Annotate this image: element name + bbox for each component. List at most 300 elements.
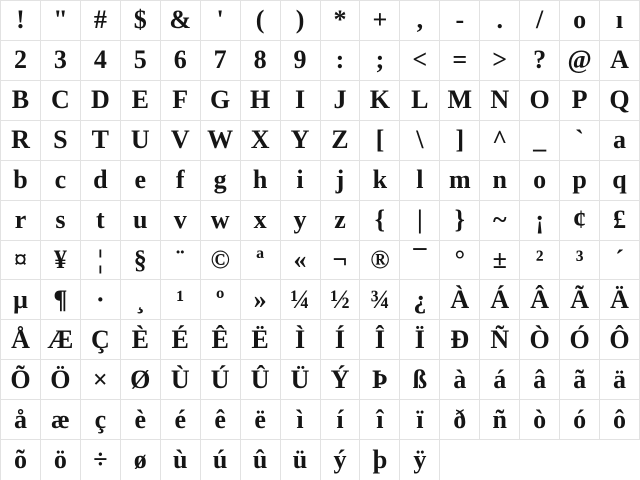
glyph: À — [450, 284, 470, 314]
glyph-cell[interactable] — [121, 360, 161, 400]
glyph: T — [91, 125, 110, 155]
glyph-cell[interactable] — [360, 161, 400, 201]
glyph-cell[interactable] — [201, 280, 241, 320]
glyph: . — [496, 5, 503, 35]
glyph-cell[interactable] — [121, 201, 161, 241]
glyph-cell[interactable] — [1, 440, 41, 480]
glyph: ´ — [615, 244, 624, 274]
glyph-cell[interactable] — [281, 161, 321, 201]
glyph-cell[interactable] — [81, 201, 121, 241]
glyph-cell[interactable] — [81, 121, 121, 161]
glyph-cell[interactable] — [41, 280, 81, 320]
glyph: h — [252, 165, 268, 195]
glyph: Û — [250, 364, 270, 394]
glyph-cell[interactable] — [321, 41, 361, 81]
glyph-cell[interactable] — [560, 41, 600, 81]
glyph-cell[interactable] — [560, 1, 600, 41]
glyph-cell[interactable] — [440, 280, 480, 320]
glyph-cell[interactable] — [440, 241, 480, 281]
glyph-cell[interactable] — [1, 81, 41, 121]
glyph-cell[interactable] — [400, 280, 440, 320]
glyph-cell[interactable] — [560, 201, 600, 241]
glyph-cell[interactable] — [281, 241, 321, 281]
glyph-cell[interactable] — [121, 400, 161, 440]
glyph-cell[interactable] — [161, 201, 201, 241]
glyph: ù — [172, 445, 188, 475]
glyph-cell[interactable] — [480, 201, 520, 241]
glyph-cell[interactable] — [241, 201, 281, 241]
glyph-cell[interactable] — [400, 201, 440, 241]
glyph-cell[interactable] — [600, 360, 640, 400]
glyph-cell[interactable] — [400, 241, 440, 281]
glyph-cell[interactable] — [241, 440, 281, 480]
glyph-cell[interactable] — [121, 241, 161, 281]
glyph: ß — [412, 364, 428, 394]
glyph-cell[interactable] — [400, 121, 440, 161]
glyph-cell[interactable] — [1, 280, 41, 320]
glyph-cell[interactable] — [520, 241, 560, 281]
glyph-cell[interactable] — [281, 360, 321, 400]
glyph-cell[interactable] — [480, 161, 520, 201]
glyph: Q — [609, 85, 630, 115]
glyph-cell[interactable] — [480, 360, 520, 400]
glyph: á — [493, 364, 507, 394]
glyph: z — [334, 205, 346, 235]
glyph-cell[interactable] — [520, 161, 560, 201]
glyph-cell[interactable] — [440, 1, 480, 41]
glyph-cell[interactable] — [41, 41, 81, 81]
glyph-cell[interactable] — [600, 280, 640, 320]
glyph-cell[interactable] — [520, 400, 560, 440]
glyph: @ — [567, 45, 592, 75]
glyph-cell[interactable] — [560, 121, 600, 161]
glyph-cell[interactable] — [161, 41, 201, 81]
glyph-cell[interactable] — [1, 201, 41, 241]
glyph: Ä — [610, 284, 629, 314]
glyph: © — [210, 244, 230, 274]
glyph-cell[interactable] — [201, 201, 241, 241]
glyph: ` — [575, 125, 584, 155]
glyph-cell[interactable] — [440, 320, 480, 360]
glyph-cell[interactable] — [560, 320, 600, 360]
glyph: > — [492, 45, 508, 75]
glyph-cell[interactable] — [360, 1, 400, 41]
glyph: ! — [16, 5, 25, 35]
glyph: R — [11, 125, 30, 155]
glyph-cell[interactable] — [400, 1, 440, 41]
glyph: m — [448, 165, 471, 195]
glyph-cell[interactable] — [520, 360, 560, 400]
glyph-cell[interactable] — [400, 320, 440, 360]
glyph: 7 — [213, 45, 227, 75]
glyph: F — [172, 85, 189, 115]
glyph-cell[interactable] — [600, 320, 640, 360]
glyph-cell[interactable] — [600, 201, 640, 241]
glyph-cell[interactable] — [201, 360, 241, 400]
glyph-cell[interactable] — [41, 440, 81, 480]
glyph-cell[interactable] — [1, 161, 41, 201]
glyph-cell[interactable] — [520, 81, 560, 121]
glyph-cell[interactable] — [41, 241, 81, 281]
glyph: W — [207, 125, 234, 155]
glyph-cell[interactable] — [321, 400, 361, 440]
glyph-cell[interactable] — [41, 1, 81, 41]
glyph-cell[interactable] — [161, 320, 201, 360]
glyph: þ — [372, 445, 388, 475]
glyph-cell[interactable] — [1, 320, 41, 360]
glyph-cell[interactable] — [560, 241, 600, 281]
glyph: Ë — [251, 324, 269, 354]
glyph-cell[interactable] — [400, 400, 440, 440]
glyph: ? — [533, 45, 547, 75]
glyph-cell[interactable] — [321, 241, 361, 281]
glyph: ¡ — [535, 205, 544, 235]
glyph: a — [613, 125, 627, 155]
glyph-cell[interactable] — [201, 320, 241, 360]
glyph-cell[interactable] — [600, 241, 640, 281]
glyph-cell[interactable] — [241, 81, 281, 121]
glyph: U — [130, 125, 150, 155]
glyph: ú — [212, 445, 228, 475]
glyph-cell[interactable] — [241, 241, 281, 281]
glyph-cell[interactable] — [480, 1, 520, 41]
glyph: ^ — [492, 125, 508, 155]
glyph: 9 — [293, 45, 307, 75]
glyph-cell[interactable] — [81, 241, 121, 281]
glyph-cell[interactable] — [241, 1, 281, 41]
glyph-cell[interactable] — [560, 81, 600, 121]
glyph-cell[interactable] — [41, 360, 81, 400]
glyph: ± — [492, 244, 507, 274]
glyph: A — [610, 45, 629, 75]
empty-cells-region — [440, 440, 640, 480]
glyph-cell[interactable] — [480, 280, 520, 320]
glyph-cell[interactable] — [360, 201, 400, 241]
glyph-cell[interactable] — [1, 360, 41, 400]
glyph-cell[interactable] — [600, 41, 640, 81]
glyph-cell[interactable] — [121, 440, 161, 480]
glyph: - — [455, 5, 465, 35]
glyph: È — [131, 324, 149, 354]
glyph-cell[interactable] — [440, 360, 480, 400]
glyph: â — [533, 364, 547, 394]
glyph-cell[interactable] — [520, 280, 560, 320]
glyph: · — [96, 284, 105, 314]
glyph-cell[interactable] — [440, 81, 480, 121]
glyph-cell[interactable] — [321, 81, 361, 121]
glyph-cell[interactable] — [241, 360, 281, 400]
glyph: ¿ — [413, 284, 427, 314]
glyph-cell[interactable] — [121, 280, 161, 320]
glyph-cell[interactable] — [81, 440, 121, 480]
glyph-cell[interactable] — [41, 161, 81, 201]
glyph: x — [253, 205, 267, 235]
glyph: ñ — [492, 404, 507, 434]
glyph-cell[interactable] — [81, 280, 121, 320]
glyph: ã — [573, 364, 587, 394]
glyph-cell[interactable] — [600, 81, 640, 121]
glyph-cell[interactable] — [121, 81, 161, 121]
glyph-cell[interactable] — [1, 121, 41, 161]
glyph-cell[interactable] — [281, 320, 321, 360]
glyph-cell[interactable] — [281, 81, 321, 121]
glyph: Y — [290, 125, 310, 155]
glyph-cell[interactable] — [440, 121, 480, 161]
glyph: ~ — [492, 205, 507, 235]
glyph: × — [92, 364, 108, 394]
glyph-cell[interactable] — [400, 360, 440, 400]
glyph-cell[interactable] — [201, 1, 241, 41]
glyph: N — [490, 85, 510, 115]
glyph-cell[interactable] — [201, 81, 241, 121]
glyph: Ã — [570, 284, 589, 314]
glyph: B — [11, 85, 30, 115]
glyph: 2 — [13, 45, 27, 75]
glyph: ¾ — [370, 284, 390, 314]
glyph-cell[interactable] — [121, 41, 161, 81]
glyph-cell[interactable] — [121, 1, 161, 41]
glyph-cell[interactable] — [161, 400, 201, 440]
glyph-cell[interactable] — [600, 121, 640, 161]
glyph-cell[interactable] — [161, 1, 201, 41]
glyph: ° — [454, 244, 465, 274]
glyph-cell[interactable] — [41, 201, 81, 241]
glyph: e — [134, 165, 147, 195]
glyph-cell[interactable] — [520, 121, 560, 161]
glyph: : — [335, 45, 345, 75]
glyph-cell[interactable] — [161, 161, 201, 201]
glyph-cell[interactable] — [321, 280, 361, 320]
glyph-cell[interactable] — [321, 121, 361, 161]
glyph-cell[interactable] — [321, 360, 361, 400]
glyph-cell[interactable] — [81, 320, 121, 360]
glyph-cell[interactable] — [121, 121, 161, 161]
glyph-cell[interactable] — [281, 280, 321, 320]
glyph: y — [293, 205, 307, 235]
glyph: b — [13, 165, 28, 195]
glyph-cell[interactable] — [81, 360, 121, 400]
glyph-cell[interactable] — [81, 161, 121, 201]
glyph: Ï — [414, 324, 425, 354]
glyph: Ò — [529, 324, 550, 354]
glyph-cell[interactable] — [241, 121, 281, 161]
glyph: v — [173, 205, 187, 235]
glyph-cell[interactable] — [281, 400, 321, 440]
glyph-cell[interactable] — [360, 320, 400, 360]
glyph-cell[interactable] — [281, 41, 321, 81]
glyph: f — [175, 165, 185, 195]
glyph-cell[interactable] — [281, 440, 321, 480]
glyph: ( — [255, 5, 265, 35]
glyph-cell[interactable] — [161, 81, 201, 121]
glyph: ¹ — [176, 284, 185, 314]
glyph: $ — [133, 5, 147, 35]
glyph-cell[interactable] — [1, 41, 41, 81]
glyph: é — [174, 404, 186, 434]
glyph: Ö — [50, 364, 71, 394]
glyph-cell[interactable] — [480, 81, 520, 121]
glyph-cell[interactable] — [360, 280, 400, 320]
glyph-cell[interactable] — [440, 161, 480, 201]
glyph: \ — [416, 125, 424, 155]
glyph-cell[interactable] — [81, 41, 121, 81]
glyph-cell[interactable] — [440, 400, 480, 440]
glyph-cell[interactable] — [520, 41, 560, 81]
glyph-cell[interactable] — [201, 121, 241, 161]
glyph-cell[interactable] — [281, 1, 321, 41]
glyph-cell[interactable] — [41, 320, 81, 360]
glyph: c — [54, 165, 67, 195]
glyph: ë — [254, 404, 266, 434]
glyph-cell[interactable] — [241, 280, 281, 320]
glyph-cell[interactable] — [201, 241, 241, 281]
glyph-cell[interactable] — [480, 121, 520, 161]
glyph: ì — [296, 404, 304, 434]
glyph: ê — [214, 404, 226, 434]
glyph-cell[interactable] — [1, 400, 41, 440]
glyph: 8 — [253, 45, 267, 75]
glyph-cell[interactable] — [400, 81, 440, 121]
glyph-cell[interactable] — [201, 41, 241, 81]
glyph: # — [93, 5, 107, 35]
glyph-cell[interactable] — [161, 440, 201, 480]
glyph-cell[interactable] — [321, 440, 361, 480]
glyph: [ — [375, 125, 385, 155]
glyph: k — [372, 165, 388, 195]
glyph-cell[interactable] — [1, 1, 41, 41]
glyph-cell[interactable] — [360, 121, 400, 161]
glyph: 4 — [93, 45, 107, 75]
glyph-cell[interactable] — [400, 41, 440, 81]
glyph-cell[interactable] — [400, 440, 440, 480]
glyph: K — [369, 85, 391, 115]
glyph-cell[interactable] — [41, 81, 81, 121]
glyph-cell[interactable] — [41, 400, 81, 440]
glyph: í — [336, 404, 344, 434]
glyph-cell[interactable] — [520, 1, 560, 41]
glyph: < — [412, 45, 428, 75]
glyph-cell[interactable] — [360, 400, 400, 440]
glyph-cell[interactable] — [241, 41, 281, 81]
glyph: Õ — [10, 364, 31, 394]
glyph: / — [536, 5, 544, 35]
glyph: j — [335, 165, 345, 195]
glyph-cell[interactable] — [241, 161, 281, 201]
glyph-cell[interactable] — [321, 320, 361, 360]
glyph: Æ — [47, 324, 74, 354]
glyph-cell[interactable] — [600, 1, 640, 41]
glyph-cell[interactable] — [121, 161, 161, 201]
glyph-cell[interactable] — [360, 41, 400, 81]
glyph: _ — [533, 125, 547, 155]
glyph-cell[interactable] — [360, 440, 400, 480]
glyph-cell[interactable] — [81, 400, 121, 440]
glyph: Ê — [211, 324, 229, 354]
glyph: Ì — [294, 324, 306, 354]
glyph-cell[interactable] — [520, 201, 560, 241]
glyph: q — [612, 165, 627, 195]
glyph-cell[interactable] — [41, 121, 81, 161]
glyph: I — [294, 85, 306, 115]
glyph-cell[interactable] — [400, 161, 440, 201]
glyph: 5 — [133, 45, 147, 75]
glyph-cell[interactable] — [161, 280, 201, 320]
glyph: ó — [573, 404, 587, 434]
glyph-cell[interactable] — [600, 161, 640, 201]
glyph-cell[interactable] — [1, 241, 41, 281]
glyph-cell[interactable] — [201, 400, 241, 440]
glyph: õ — [13, 445, 27, 475]
glyph: M — [447, 85, 473, 115]
glyph-cell[interactable] — [241, 320, 281, 360]
glyph: Þ — [371, 364, 388, 394]
glyph: ö — [53, 445, 67, 475]
glyph: J — [333, 85, 347, 115]
glyph-cell[interactable] — [201, 440, 241, 480]
glyph-cell[interactable] — [440, 41, 480, 81]
glyph-cell[interactable] — [161, 121, 201, 161]
glyph-cell[interactable] — [281, 201, 321, 241]
glyph-cell[interactable] — [520, 320, 560, 360]
glyph: n — [492, 165, 507, 195]
glyph-cell[interactable] — [121, 320, 161, 360]
glyph-cell[interactable] — [560, 280, 600, 320]
glyph-cell[interactable] — [321, 161, 361, 201]
glyph: * — [333, 5, 347, 35]
glyph-cell[interactable] — [560, 161, 600, 201]
glyph-cell[interactable] — [360, 81, 400, 121]
glyph: ¤ — [13, 244, 27, 274]
glyph: ÷ — [93, 445, 108, 475]
glyph-cell[interactable] — [201, 161, 241, 201]
glyph-cell[interactable] — [321, 1, 361, 41]
glyph-cell[interactable] — [360, 241, 400, 281]
glyph-cell[interactable] — [480, 241, 520, 281]
glyph: » — [253, 284, 267, 314]
glyph: ½ — [330, 284, 350, 314]
glyph: µ — [12, 284, 28, 314]
glyph-cell[interactable] — [480, 41, 520, 81]
glyph: ) — [295, 5, 305, 35]
glyph: å — [13, 404, 27, 434]
glyph-cell[interactable] — [281, 121, 321, 161]
glyph-cell[interactable] — [360, 360, 400, 400]
glyph: ä — [613, 364, 627, 394]
glyph-cell[interactable] — [440, 201, 480, 241]
glyph-cell[interactable] — [480, 400, 520, 440]
glyph-cell[interactable] — [241, 400, 281, 440]
glyph: Í — [334, 324, 346, 354]
glyph: ı — [615, 5, 624, 35]
glyph-cell[interactable] — [600, 400, 640, 440]
glyph: ÿ — [413, 445, 427, 475]
glyph: ¥ — [53, 244, 67, 274]
glyph: D — [90, 85, 110, 115]
glyph: ' — [216, 5, 224, 35]
glyph: ¨ — [175, 244, 185, 274]
glyph: ¯ — [413, 244, 427, 274]
glyph-cell[interactable] — [161, 360, 201, 400]
glyph: Ç — [90, 324, 110, 354]
glyph-cell[interactable] — [81, 1, 121, 41]
glyph-cell[interactable] — [480, 320, 520, 360]
glyph-cell[interactable] — [161, 241, 201, 281]
glyph-cell[interactable] — [81, 81, 121, 121]
glyph-cell[interactable] — [321, 201, 361, 241]
glyph-cell[interactable] — [560, 400, 600, 440]
glyph: u — [133, 205, 148, 235]
glyph-cell[interactable] — [560, 360, 600, 400]
